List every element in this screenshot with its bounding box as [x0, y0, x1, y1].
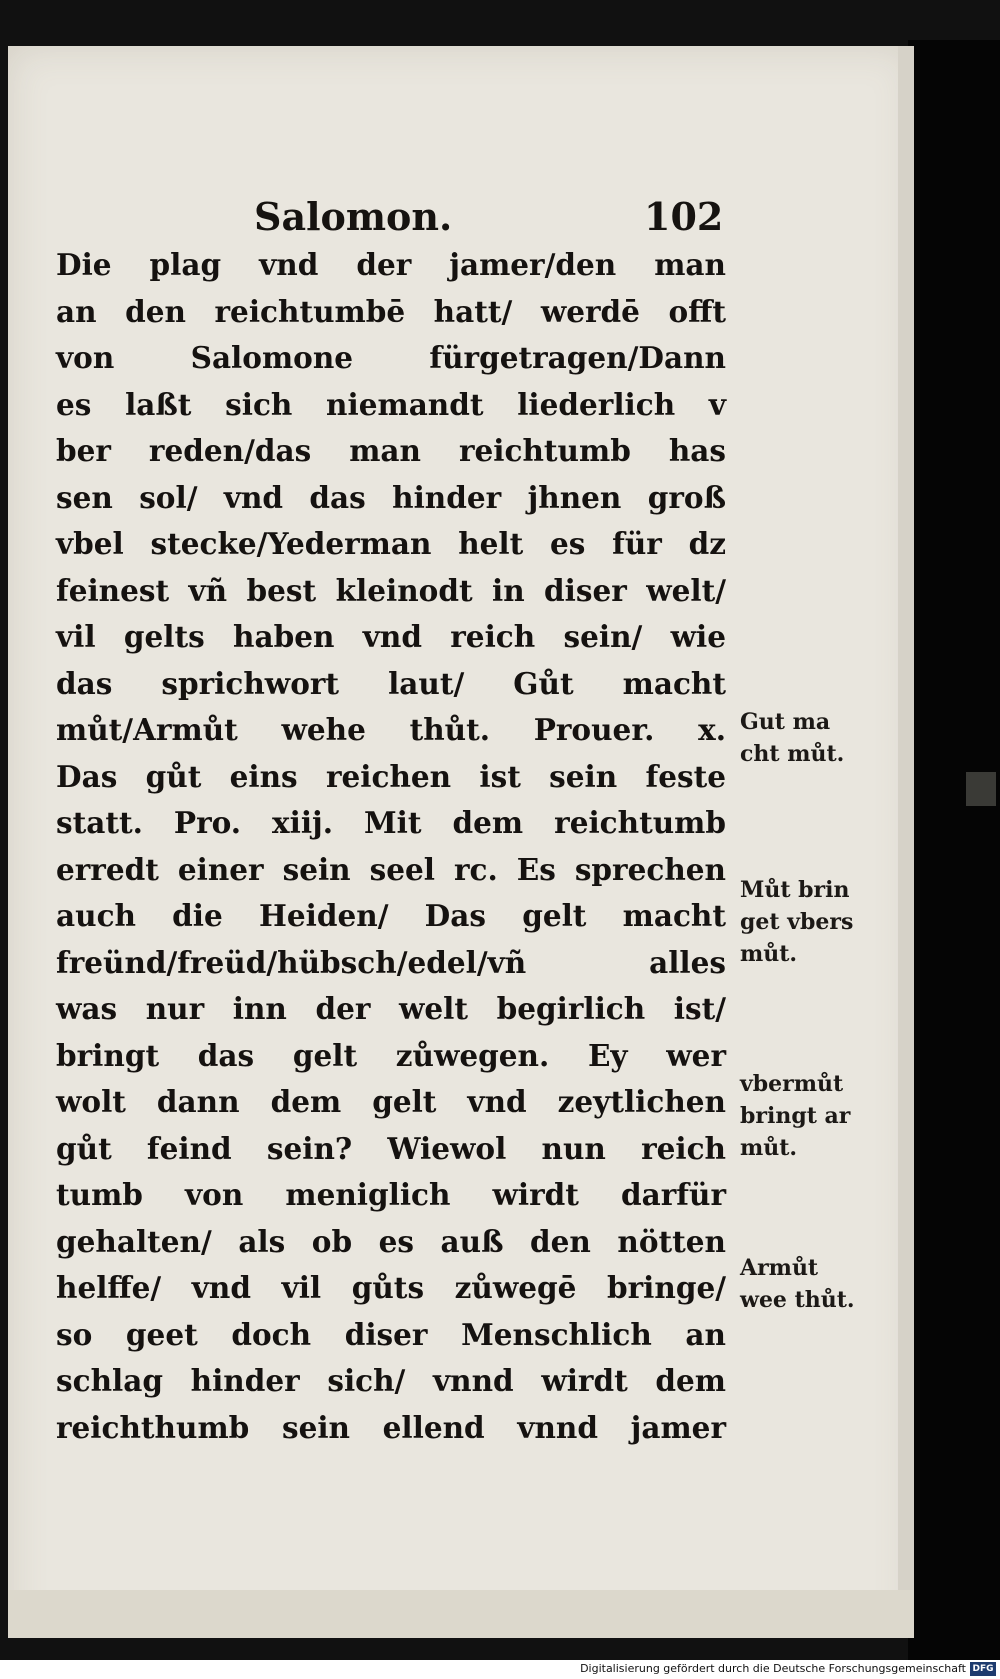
marginal-line: vbermůt [740, 1071, 844, 1097]
page-edge [898, 46, 914, 1638]
text-line: erredt einer sein seel rc. Es sprechen [56, 851, 726, 887]
book-page [8, 46, 914, 1638]
text-line: gůt feind sein? Wiewol nun reich [56, 1130, 726, 1166]
text-line: sen sol/ vnd das hinder jhnen groß [56, 479, 726, 515]
marginal-note [740, 706, 890, 770]
marginal-line: bringt ar [740, 1103, 851, 1129]
text-line: ber reden/das man reichtumb has [56, 433, 726, 468]
text-line: helffe/ vnd vil gůts zůwegē bringe/ [56, 1270, 726, 1305]
color-reference-tab [966, 772, 996, 806]
marginal-note [740, 874, 890, 970]
body-text-block [56, 242, 726, 1451]
funding-credit: Digitalisierung gefördert durch die Deutsche Forschungsgemeinschaft [580, 1662, 966, 1675]
text-line: freünd/freüd/hübsch/edel/vñ alles [56, 944, 726, 980]
text-line: wolt dann dem gelt vnd zeytlichen [56, 1084, 726, 1119]
running-head: Salomon. [254, 194, 453, 239]
marginal-line: wee thůt. [740, 1287, 855, 1313]
text-line: vil gelts haben vnd reich sein/ wie [56, 619, 726, 654]
text-line: es laßt sich niemandt liederlich v [56, 386, 726, 422]
dfg-logo-icon: DFG [970, 1662, 996, 1676]
marginal-line: můt. [740, 941, 798, 967]
scanner-bed-shadow [908, 40, 1000, 1660]
text-line: Die plag vnd der jamer/den man [56, 247, 726, 282]
text-line: bringt das gelt zůwegen. Ey wer [56, 1037, 726, 1073]
text-line: an den reichtumbē hatt/ werdē offt [56, 293, 726, 329]
text-line: reichthumb sein ellend vnnd jamer [56, 1409, 726, 1445]
marginal-line: Gut ma [740, 709, 831, 735]
digitization-footer [0, 1660, 1000, 1679]
text-line: tumb von meniglich wirdt darfür [56, 1177, 726, 1212]
marginal-line: Armůt [740, 1255, 819, 1281]
text-line: das sprichwort laut/ Gůt macht [56, 665, 726, 701]
marginal-line: cht můt. [740, 741, 845, 767]
text-line: schlag hinder sich/ vnnd wirdt dem [56, 1363, 726, 1398]
marginal-line: můt. [740, 1135, 798, 1161]
text-line: so geet doch diser Menschlich an [56, 1316, 726, 1352]
marginal-note [740, 1252, 890, 1316]
marginal-line: Můt brin [740, 877, 850, 903]
marginal-note [740, 1068, 890, 1164]
text-line: statt. Pro. xiij. Mit dem reichtumb [56, 805, 726, 840]
text-line: feinest vñ best kleinodt in diser welt/ [56, 572, 726, 608]
page-header [8, 194, 914, 244]
text-line: gehalten/ als ob es auß den nötten [56, 1223, 726, 1259]
page-bottom-margin [8, 1590, 914, 1638]
text-line: auch die Heiden/ Das gelt macht [56, 898, 726, 933]
marginal-line: get vbers [740, 909, 854, 935]
text-line: můt/Armůt wehe thůt. Prouer. x. [56, 712, 726, 747]
text-line: was nur inn der welt begirlich ist/ [56, 991, 726, 1026]
folio-number: 102 [644, 194, 724, 239]
text-line: vbel stecke/Yederman helt es für dz [56, 526, 726, 561]
text-line: von Salomone fürgetragen/Dann [56, 340, 726, 375]
text-line: Das gůt eins reichen ist sein feste [56, 758, 726, 794]
